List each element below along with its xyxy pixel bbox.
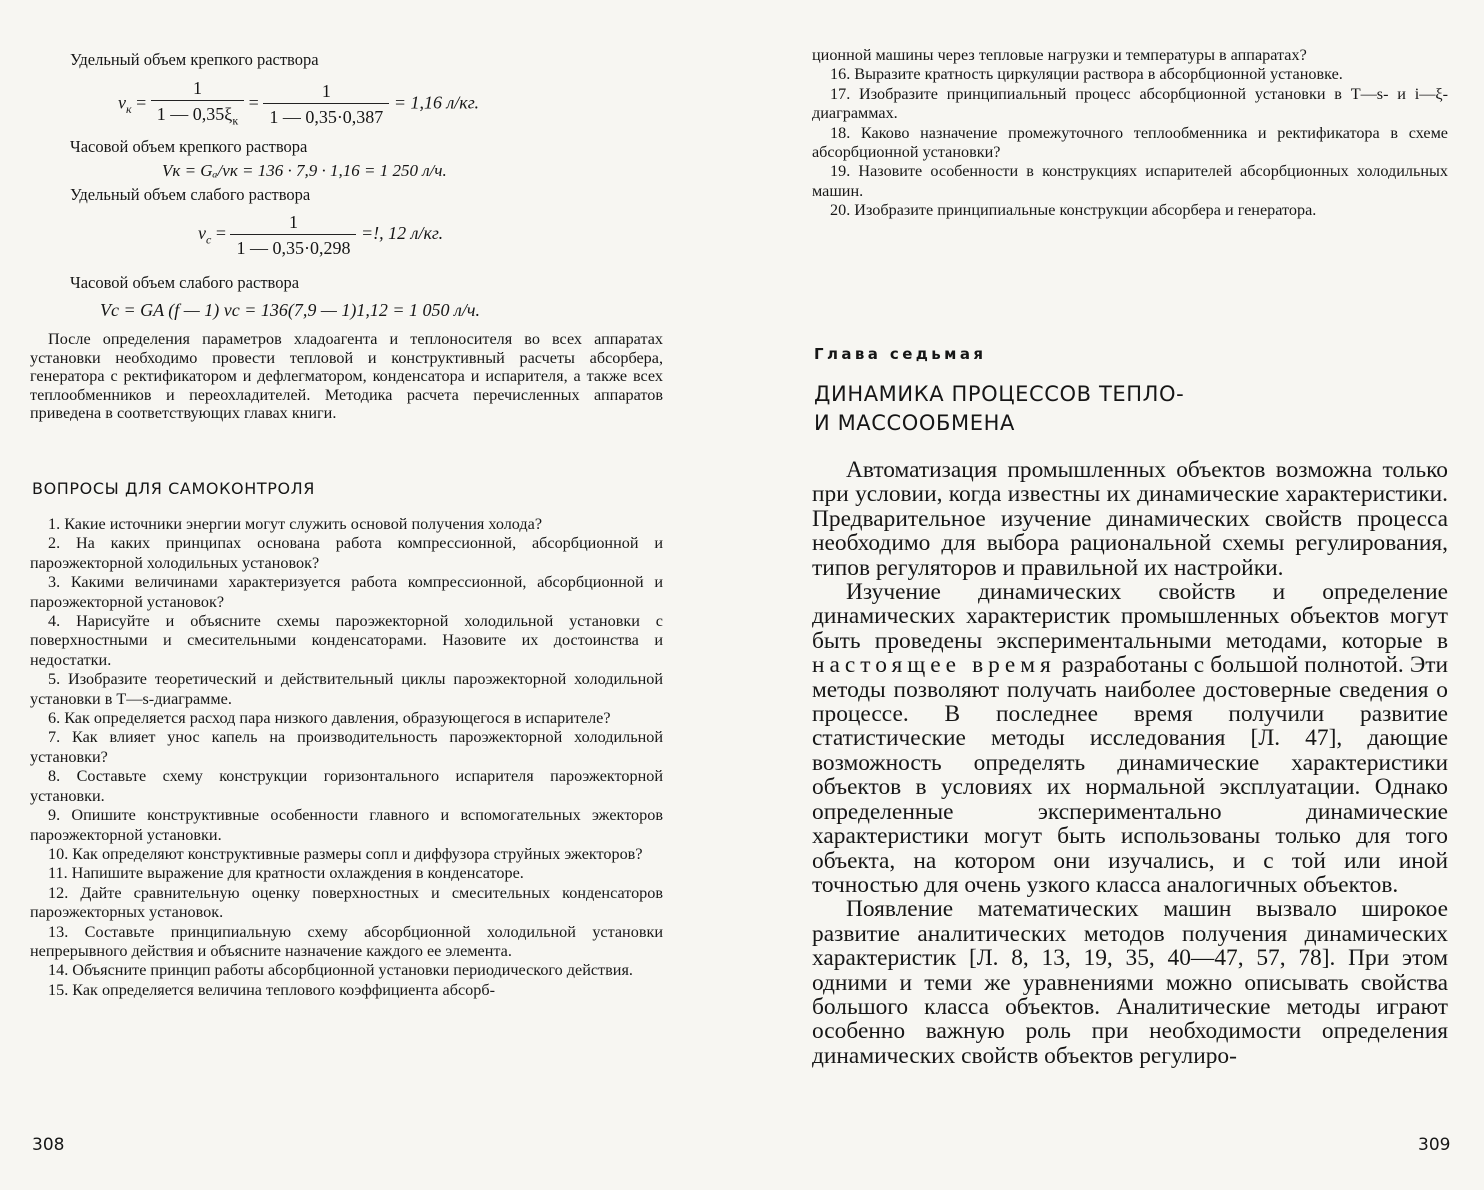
calc-label: Удельный объем слабого раствора [70,185,311,204]
eq1-numerator-1: 1 [151,78,244,101]
eq3-denominator: 1 — 0,35·0,298 [236,238,351,258]
calc-label: Часовой объем слабого раствора [70,273,300,292]
section-heading: ВОПРОСЫ ДЛЯ САМОКОНТРОЛЯ [32,479,316,498]
page-number: 309 [1418,1135,1451,1155]
list-item: 5. Изобразите теоретический и действительный циклы пароэжекторной холодильной установки в T—s-диаграмме. [30,670,663,708]
chapter-title-line-2: И МАССООБМЕНА [814,411,1016,435]
list-item: 8. Составьте схему конструкции горизонтального испарителя пароэжекторной установки. [30,767,663,805]
chapter-title-line-1: ДИНАМИКА ПРОЦЕССОВ ТЕПЛО- [814,382,1185,406]
list-item: 4. Нарисуйте и объясните схемы пароэжекторной холодильной установки с поверхностными и смесительными конденсаторами. Назовите их достоинства и недостатки. [30,612,663,669]
eq1-lhs: v [118,92,126,113]
list-item: 1. Какие источники энергии могут служить основой получения холода? [48,515,543,533]
eq1-denominator-2: 1 — 0,35·0,387 [269,107,384,128]
list-item: 16. Выразите кратность циркуляции раствора в абсорбционной установке. [830,65,1343,84]
calc-label: Удельный объем крепкого раствора [70,50,319,69]
eq1-fraction-2 [263,81,389,127]
eq3-lhs: v [198,223,206,244]
eq1-denominator-1-sub: к [232,113,239,128]
eq1-lhs-sub: к [126,102,132,117]
list-item: 9. Опишите конструктивные особенности главного и вспомогательных эжекторов пароэжекторной установки. [30,806,663,844]
right-page [812,0,1451,1190]
eq3-numerator: 1 [230,212,356,235]
list-item: 12. Дайте сравнительную оценку поверхностных и смесительных конденсаторов пароэжекторных установок. [30,883,663,922]
questions-list-continued [812,46,1448,221]
list-item: 14. Объясните принцип работы абсорбционной установки периодического действия. [48,961,633,980]
chapter-label: Глава седьмая [814,345,987,363]
body-paragraph: После определения параметров хладоагента и теплоносителя во всех аппаратах установки необходимо провести тепловой и конструктивный расчеты абсорбера, генератора с ректификатором и дефлегматором, конденсатора и испарителя, а также всех теплообменников и переохладителей. Методика расчета перечисленных аппаратов приведена в соответствующих главах книги. [30,330,663,423]
eq1-fraction-1 [151,78,244,131]
equation-specific-volume-strong: $v_к$ = $\frac{1}{1 — 0,35\xi_к}$ = $\frac{1}{1 — 0,35\cdot 0,387}$ = 1,16 л/кг. [118,78,479,131]
equation-hourly-volume-weak: Vс = GA (f — 1) vс = 136(7,9 — 1)1,12 = 1 050 л/ч. [100,300,480,320]
body-paragraph: Появление математических машин вызвало широкое развитие аналитических методов получения динамических характеристик [Л. 8, 13, 19, 35, 40—47, 57, 78]. При этом одними и теми же уравнениями можно описывать свойства большого класса объектов. Аналитические методы играют особенно важную роль при необходимости определения динамических свойств объектов регулиро- [812,896,1448,1069]
eq1-denominator-1: 1 — 0,35ξ [156,104,233,124]
list-item: 19. Назовите особенности в конструкциях испарителей абсорбционных холодильных машин. [812,162,1448,200]
list-item: ционной машины через тепловые нагрузки и температуры в аппаратах? [812,46,1307,64]
list-item: 17. Изобразите принципиальный процесс абсорбционной установки в T—s- и i—ξ-диаграммах. [812,84,1448,123]
list-item: 20. Изобразите принципиальные конструкции абсорбера и генератора. [830,201,1317,220]
list-item: 10. Как определяют конструктивные размеры сопл и диффузора струйных эжекторов? [48,844,643,863]
list-item: 3. Какими величинами характеризуется работа компрессионной, абсорбционной и пароэжекторной установок? [30,573,663,611]
questions-list [30,515,663,1000]
eq1-numerator-2: 1 [263,81,389,104]
equation-hourly-volume-strong: Vк = Gₐ/vк = 136 · 7,9 · 1,16 = 1 250 л/ч. [162,161,447,180]
list-item: 6. Как определяется расход пара низкого давления, образующегося в испарителе? [48,709,611,728]
body-paragraph: Автоматизация промышленных объектов возможна только при условии, когда известны их динамические характеристики. Предварительное изучение динамических свойств процесса необходимо для выбора рациональной схемы регулирования, типов регуляторов и правильной их настройки. [812,457,1448,581]
left-page [30,0,663,1190]
list-item: 2. На каких принципах основана работа компрессионной, абсорбционной и пароэжекторной холодильных установок? [30,534,663,572]
eq1-result: = 1,16 л/кг. [393,92,480,113]
chapter-body [812,458,1448,1068]
chapter-title [814,380,1184,438]
calc-label: Часовой объем крепкого раствора [70,137,308,156]
list-item: 15. Как определяется величина теплового коэффициента абсорб- [48,980,495,999]
list-item: 7. Как влияет унос капель на производительность пароэжекторной холодильной установки? [30,728,663,766]
eq3-lhs-sub: с [206,232,212,247]
list-item: 13. Составьте принципиальную схему абсорбционной холодильной установки непрерывного действия и объясните назначение каждого ее элемента. [30,922,663,960]
list-item: 18. Каково назначение промежуточного теплообменника и ректификатора в схеме абсорбционной установки? [812,123,1448,162]
eq3-result: =!, 12 л/кг. [360,223,444,244]
equation-specific-volume-weak: $v_с$ = $\frac{1}{1 — 0,35\cdot 0,298}$ =!, 12 л/кг. [198,212,444,258]
emphasized-text: настоящее время [812,652,1056,679]
eq3-fraction [230,212,356,258]
body-paragraph: Изучение динамических свойств и определение динамических характеристик промышленных объектов могут быть проведены экспериментальными методами, которые в настоящее время разработаны с большой полнотой. Эти методы позволяют получать наиболее достоверные сведения о процессе. В последнее время получили развитие статистические методы исследования [Л. 47], дающие возможность определять динамические характеристики объектов в условиях их нормальной эксплуатации. Однако определенные экспериментально динамические характеристики могут быть использованы только для того объекта, на котором они изучались, и с той или иной точностью для очень узкого класса аналогичных объектов. [812,579,1448,898]
page-number: 308 [32,1135,65,1155]
list-item: 11. Напишите выражение для кратности охлаждения в конденсаторе. [48,864,524,883]
